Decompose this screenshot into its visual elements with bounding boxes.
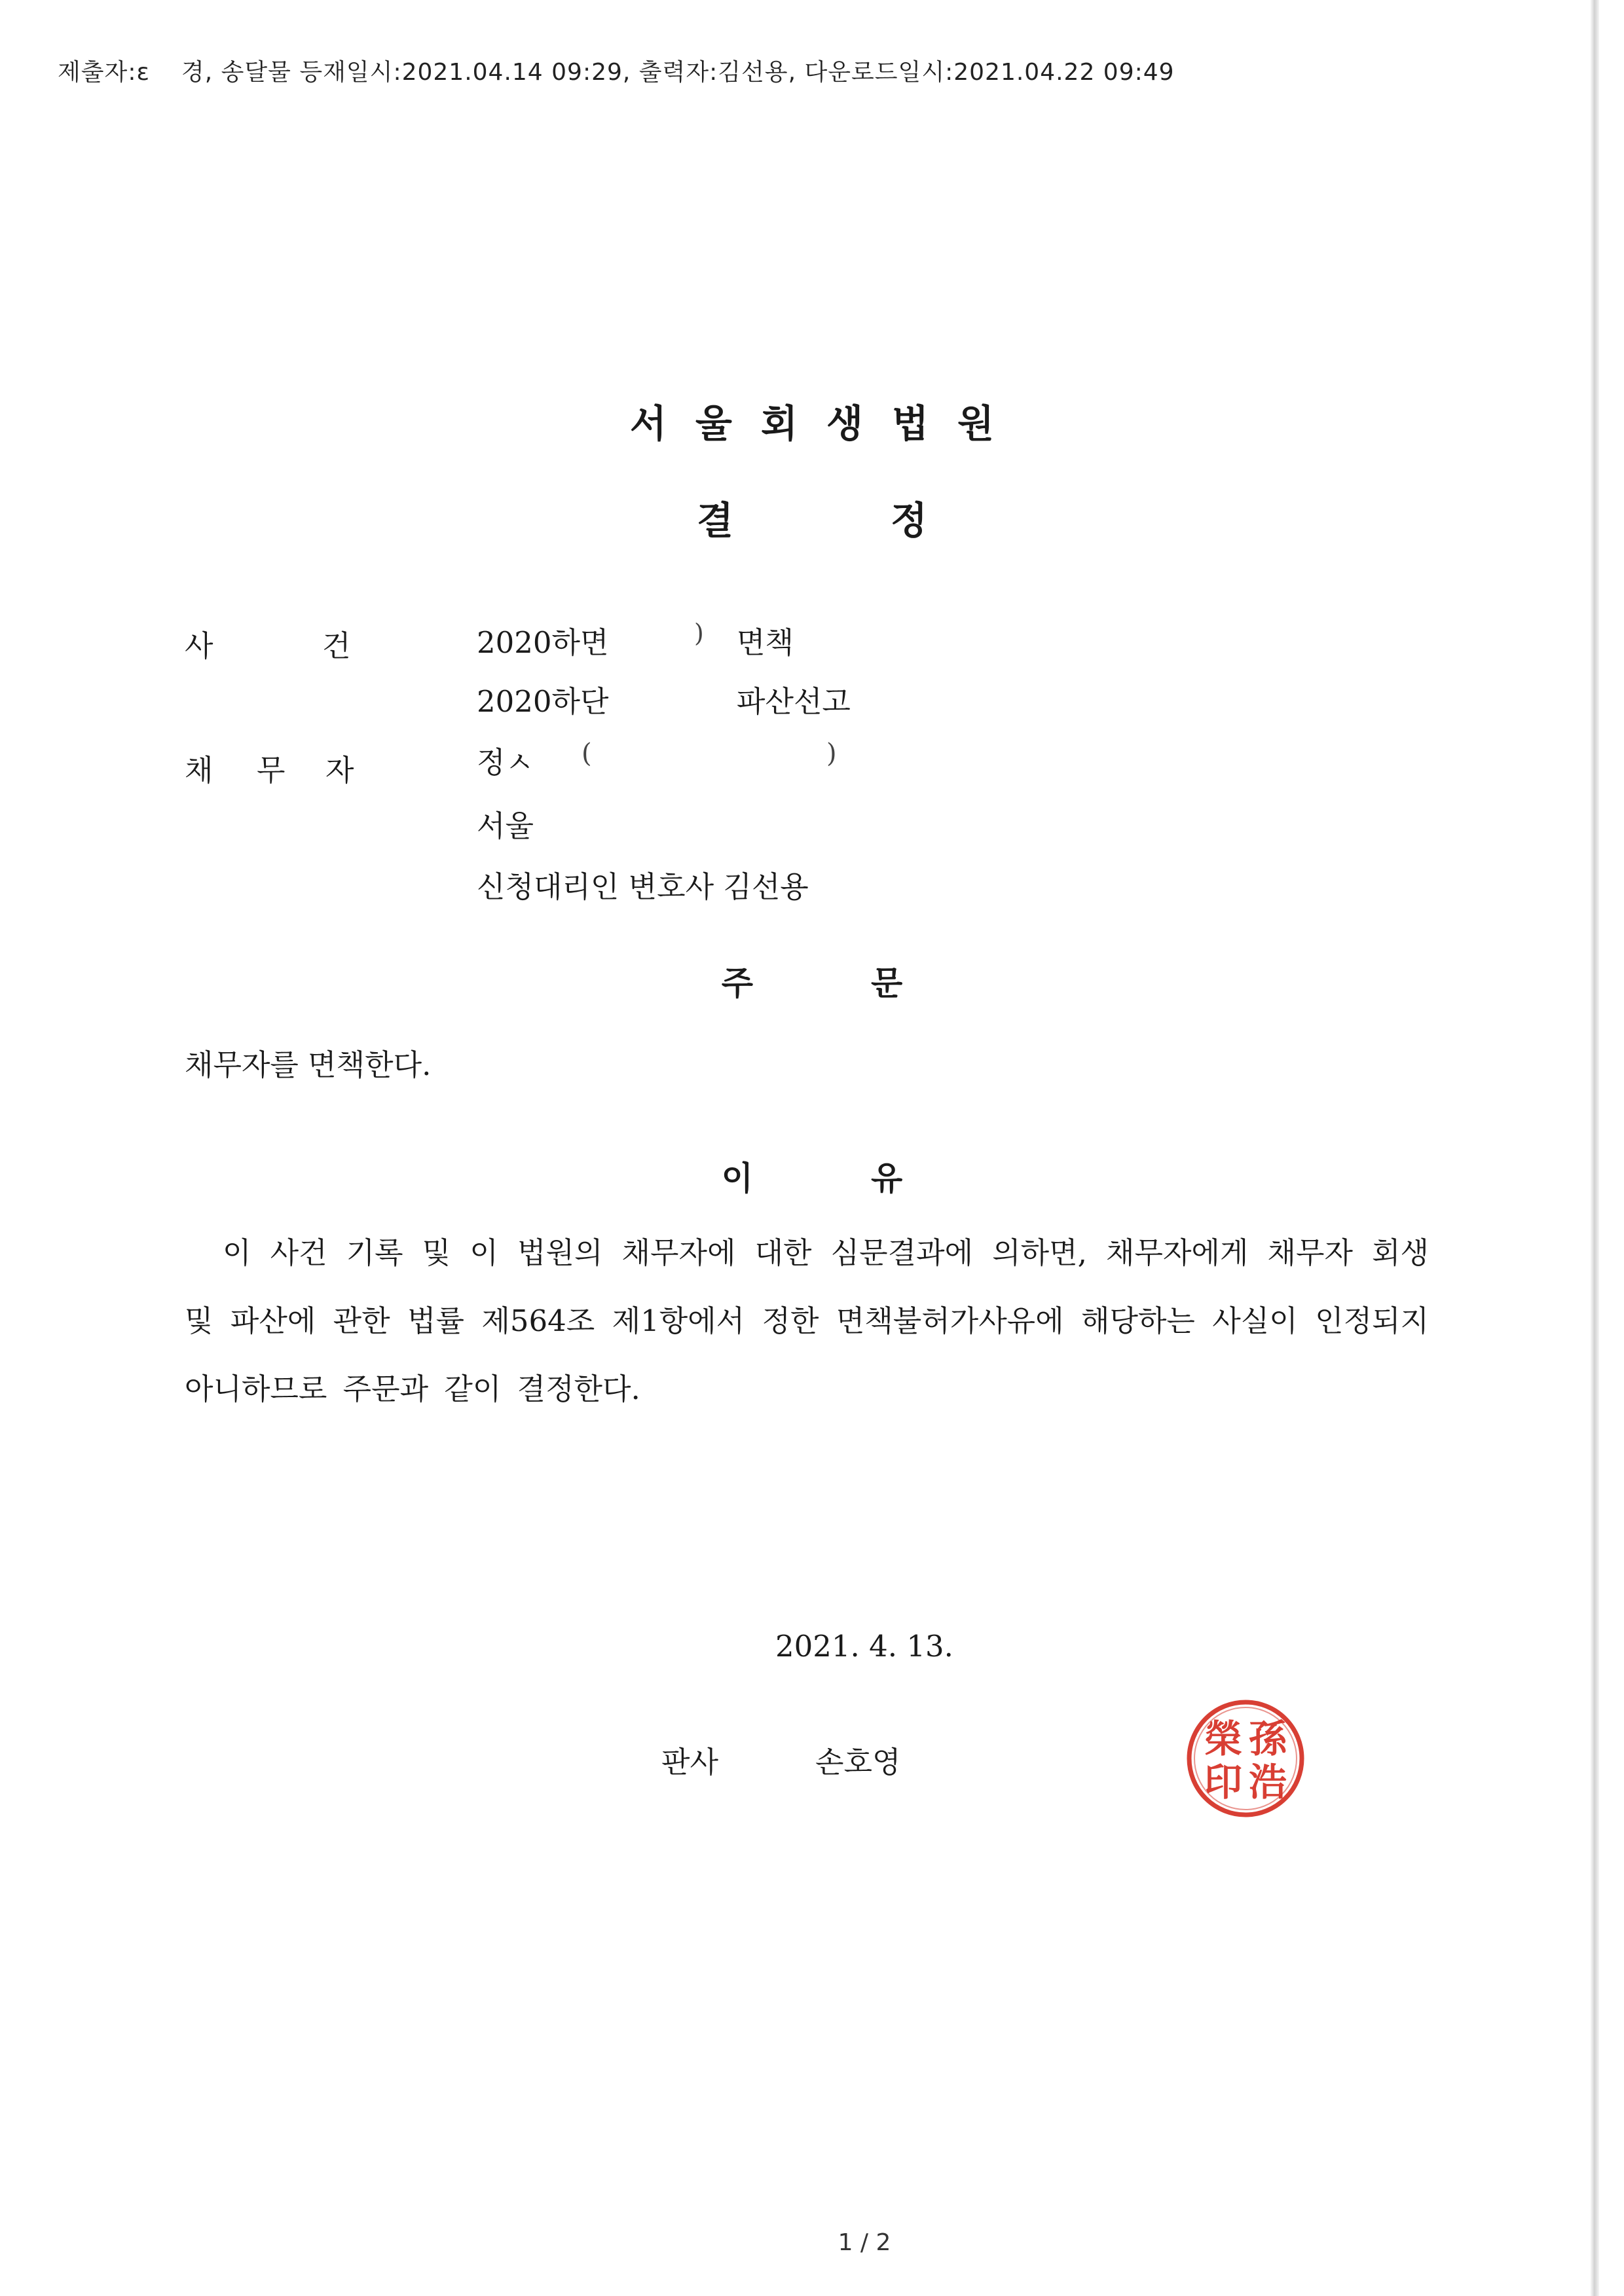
case-number-2: 2020하단 xyxy=(477,684,609,719)
reason-paragraph: 이 사건 기록 및 이 법원의 채무자에 대한 심문결과에 의하면, 채무자에게 채무자 회생 및 파산에 관한 법률 제564조 제1항에서 정한 면책불허가사유에 해당하는 사실이 인정되지 아니하므로 주문과 같이 결정한다. xyxy=(185,1235,1429,1406)
document-title: 결정 xyxy=(696,498,1085,543)
reason-heading: 이유 xyxy=(721,1159,1021,1197)
debtor-agent: 신청대리인 변호사 김선용 xyxy=(477,869,809,904)
debtor-id-paren-open: ( xyxy=(581,738,592,769)
case-label-char: 건 xyxy=(322,629,351,663)
order-text: 채무자를 면책한다. xyxy=(185,1048,432,1082)
decision-date: 2021. 4. 13. xyxy=(775,1629,953,1664)
debtor-id-paren-close: ) xyxy=(826,738,837,769)
judge-seal xyxy=(1184,1697,1307,1820)
scan-edge-shadow xyxy=(1590,0,1599,2296)
header-details: 경, 송달물 등재일시:2021.04.14 09:29, 출력자:김선용, 다운로드일시:2021.04.22 09:49 xyxy=(181,59,1175,86)
debtor-label-char: 무 xyxy=(257,753,286,788)
page-number: 1 / 2 xyxy=(838,2229,891,2256)
judge-title: 판사 xyxy=(661,1745,718,1779)
debtor-address: 서울 xyxy=(477,809,534,843)
svg-text:浩: 浩 xyxy=(1248,1760,1287,1804)
court-name: 서울회생법원 xyxy=(629,401,1024,446)
case-label-char: 사 xyxy=(185,629,213,663)
order-heading: 주문 xyxy=(721,964,1021,1002)
case-type-1: 면책 xyxy=(737,625,794,660)
svg-text:印: 印 xyxy=(1204,1760,1243,1804)
case-type-2: 파산선고 xyxy=(737,684,851,719)
print-header xyxy=(58,54,1175,87)
debtor-name: 정ㅅ xyxy=(477,745,534,780)
judge-name: 손호영 xyxy=(815,1745,901,1779)
case-number-1-redaction-mark: ) xyxy=(694,619,704,647)
header-submitter: 제출자:ε xyxy=(58,59,150,86)
seal-stamp-icon xyxy=(1184,1697,1307,1820)
svg-text:孫: 孫 xyxy=(1248,1717,1287,1761)
svg-text:榮: 榮 xyxy=(1204,1717,1243,1761)
debtor-label-char: 자 xyxy=(325,753,354,788)
debtor-label-char: 채 xyxy=(185,753,213,788)
case-number-1: 2020하면 xyxy=(477,625,609,660)
